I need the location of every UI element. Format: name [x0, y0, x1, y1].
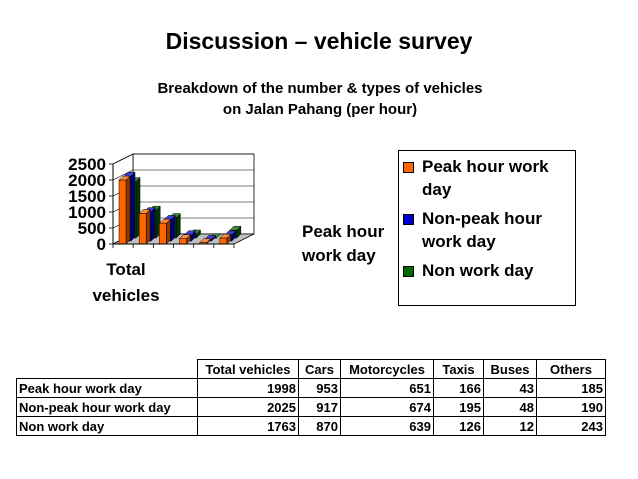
- bar-side: [131, 172, 135, 241]
- data-table: [16, 359, 606, 436]
- legend-swatch-peak: [403, 162, 414, 173]
- table-cell: 185: [537, 379, 606, 398]
- table-cell: 2025: [198, 398, 299, 417]
- bar: [220, 238, 227, 244]
- legend-label-non-work: Non work day: [422, 261, 534, 280]
- table-row: [17, 379, 606, 398]
- bar: [159, 223, 166, 244]
- table-header-cell: Cars: [299, 360, 341, 379]
- legend-label-non-peak: Non-peak hour work day: [422, 209, 542, 251]
- table-cell: 43: [484, 379, 537, 398]
- slide-title: Discussion – vehicle survey: [165, 28, 473, 54]
- table-header-row: [17, 360, 606, 379]
- table-cell: 1998: [198, 379, 299, 398]
- table-header-cell: Motorcycles: [341, 360, 434, 379]
- table-cell: Non work day: [17, 417, 198, 436]
- table-cell: Peak hour work day: [17, 379, 198, 398]
- bar: [119, 180, 126, 244]
- table-cell: 243: [537, 417, 606, 436]
- table-row: [17, 417, 606, 436]
- table-cell: 674: [341, 398, 434, 417]
- y-tick-label: 2000: [68, 171, 106, 190]
- table-cell: 12: [484, 417, 537, 436]
- bar-side: [146, 210, 150, 244]
- y-tick-label: 1000: [68, 203, 106, 222]
- table-cell: 639: [341, 417, 434, 436]
- x-category-label-line-2: vehicles: [92, 286, 160, 305]
- bar-side: [171, 215, 175, 241]
- bar-side: [126, 176, 130, 244]
- table-cell: 126: [434, 417, 484, 436]
- side-label: [302, 220, 402, 268]
- legend-swatch-non-work: [403, 266, 414, 277]
- table-header-cell: Others: [537, 360, 606, 379]
- table-cell: Non-peak hour work day: [17, 398, 198, 417]
- y-tick-label: 2500: [68, 155, 106, 174]
- table-cell: 195: [434, 398, 484, 417]
- table-header-cell: Taxis: [434, 360, 484, 379]
- table-cell: 651: [341, 379, 434, 398]
- chart-subtitle-line-1: Breakdown of the number & types of vehicles: [157, 80, 483, 97]
- legend-swatch-non-peak: [403, 214, 414, 225]
- table-cell: 953: [299, 379, 341, 398]
- table-cell: 166: [434, 379, 484, 398]
- side-label-line-2: work day: [302, 246, 376, 265]
- table-header-cell: Buses: [484, 360, 537, 379]
- y-tick-label: 1500: [68, 187, 106, 206]
- chart-subtitle-line-2: on Jalan Pahang (per hour): [222, 101, 418, 118]
- legend-label-peak: Peak hour work day: [422, 157, 549, 199]
- x-category-label-line-1: Total: [106, 260, 146, 279]
- y-tick-label: 500: [77, 219, 106, 238]
- table-header-cell: Total vehicles: [198, 360, 299, 379]
- side-label-line-1: Peak hour: [302, 222, 385, 241]
- table-header-cell: [17, 360, 198, 379]
- table-cell: 190: [537, 398, 606, 417]
- table-cell: 917: [299, 398, 341, 417]
- bar: [139, 214, 146, 244]
- y-tick-label: 0: [96, 235, 106, 254]
- bar-side: [151, 208, 155, 241]
- table-cell: 870: [299, 417, 341, 436]
- table-cell: 1763: [198, 417, 299, 436]
- chart-legend: [398, 150, 576, 306]
- table-row: [17, 398, 606, 417]
- bar: [180, 239, 187, 244]
- table-cell: 48: [484, 398, 537, 417]
